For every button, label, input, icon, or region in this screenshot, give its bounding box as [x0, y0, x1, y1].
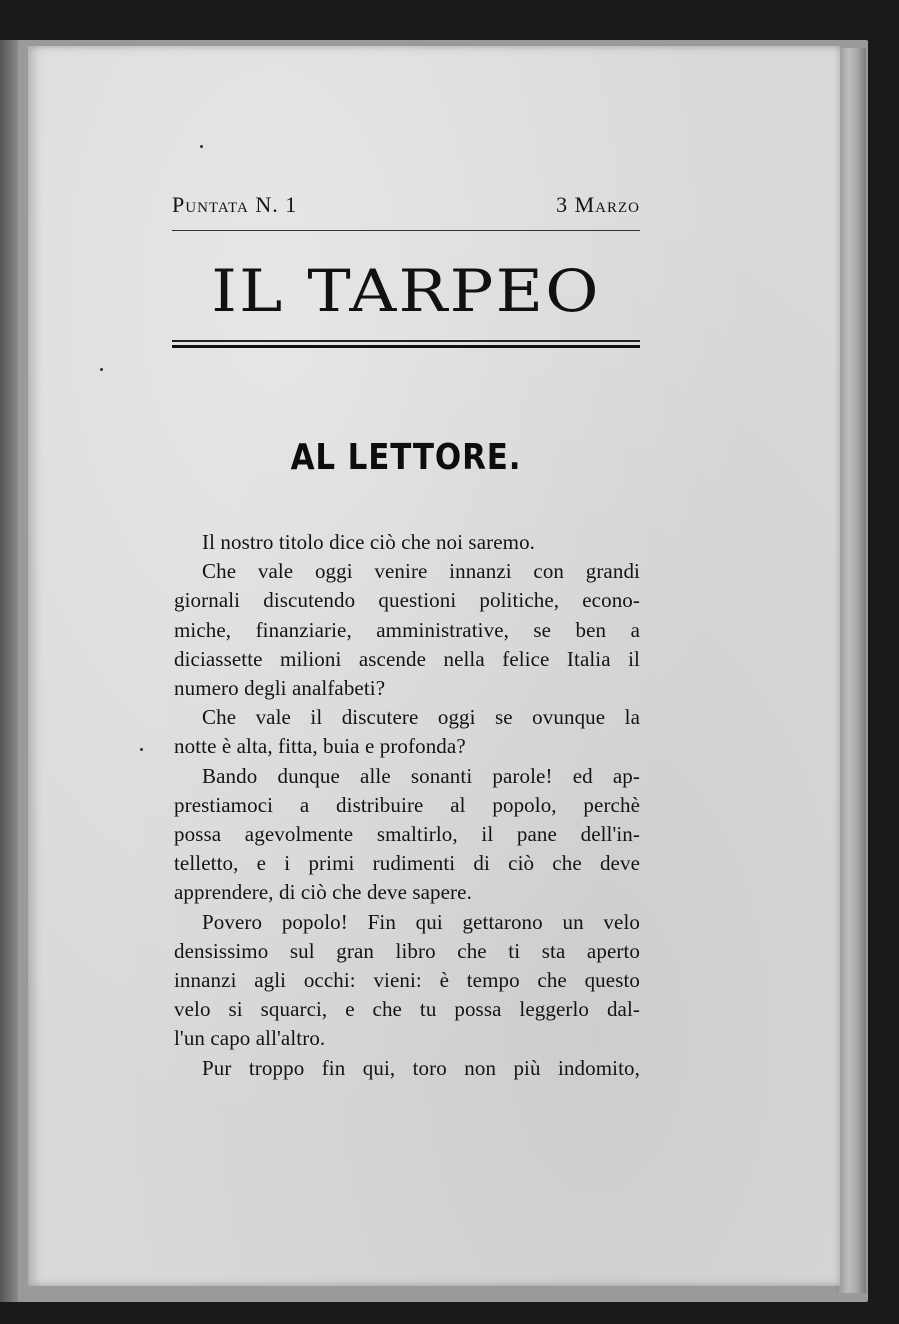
text-line: telletto, e i primi rudimenti di ciò che deve: [174, 851, 640, 876]
text-line: possa agevolmente smaltirlo, il pane dell'in-: [174, 822, 640, 847]
header-rule: [172, 230, 640, 231]
issue-number: Puntata N. 1: [172, 192, 298, 217]
speck: [200, 145, 203, 148]
section-title: AL LETTORE.: [290, 437, 522, 478]
speck: [100, 368, 103, 371]
paragraph: [174, 528, 640, 557]
paragraph: [174, 1054, 640, 1083]
paragraph: [174, 557, 640, 703]
text-line: Che vale oggi venire innanzi con grandi: [202, 559, 640, 584]
masthead-title: IL TARPEO: [211, 257, 601, 325]
paragraph: [174, 762, 640, 908]
text-line: miche, finanziarie, amministrative, se ben a: [174, 617, 640, 642]
article-body: [174, 528, 640, 1083]
text-line: Che vale il discutere oggi se ovunque la: [202, 705, 640, 730]
text-line: densissimo sul gran libro che ti sta aperto: [174, 938, 640, 963]
text-line: Pur troppo fin qui, toro non più indomito,: [202, 1055, 640, 1080]
page-edge: [836, 48, 866, 1293]
text-line: Il nostro titolo dice ciò che noi saremo.: [202, 530, 536, 554]
text-line: Povero popolo! Fin qui gettarono un velo: [202, 909, 640, 934]
masthead-rule-top: [172, 340, 640, 342]
paragraph: [174, 703, 640, 761]
text-line: notte è alta, fitta, buia e profonda?: [174, 734, 466, 759]
issue-date: 3 Marzo: [556, 192, 640, 217]
speck: [140, 748, 143, 751]
text-line: velo si squarci, e che tu possa leggerlo dal-: [174, 997, 640, 1022]
text-line: innanzi agli occhi: vieni: è tempo che questo: [174, 968, 640, 993]
issue-header: [172, 192, 640, 222]
text-line: numero degli analfabeti?: [174, 676, 386, 701]
text-line: prestiamoci a distribuire al popolo, perchè: [174, 792, 640, 817]
text-line: l'un capo all'altro.: [174, 1026, 326, 1051]
text-line: giornali discutendo questioni politiche, econo-: [174, 588, 640, 613]
masthead-rule-bottom: [172, 345, 640, 348]
text-line: Bando dunque alle sonanti parole! ed ap-: [202, 763, 640, 788]
text-line: apprendere, di ciò che deve sapere.: [174, 880, 472, 905]
paragraph: [174, 908, 640, 1054]
text-line: diciassette milioni ascende nella felice Italia il: [174, 646, 640, 671]
